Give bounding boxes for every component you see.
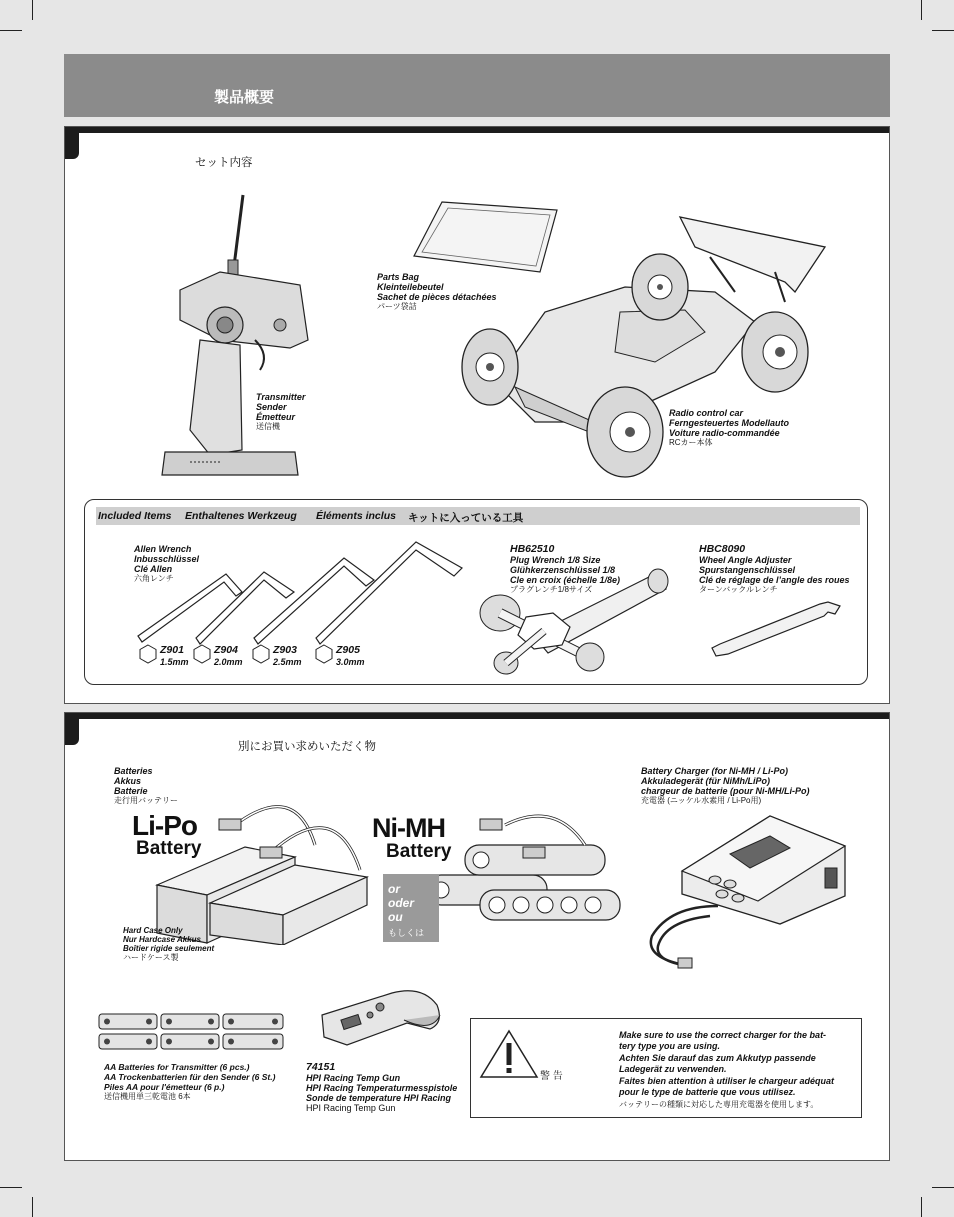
- temp-gun-jp: HPI Racing Temp Gun: [306, 1103, 396, 1113]
- transmitter-fr: Émetteur: [256, 412, 296, 422]
- aa-batteries-illustration: [98, 1012, 288, 1054]
- angle-adjuster-de: Spurstangenschlüssel: [699, 565, 796, 575]
- wrench-z901: [138, 644, 158, 669]
- tools-bar-en: Included Items: [98, 510, 172, 522]
- wrench-z905-code: Z905: [336, 644, 360, 656]
- hardcase-label: [123, 926, 214, 962]
- tools-bar-de: Enthaltenes Werkzeug: [185, 510, 297, 522]
- transmitter-label: [256, 392, 305, 432]
- wrench-z904: [192, 644, 212, 669]
- crop-mark: [0, 30, 22, 31]
- batteries-jp: 走行用バッテリー: [114, 796, 178, 805]
- allen-de: Inbusschlüssel: [134, 554, 200, 564]
- allen-wrenches-illustration: [136, 536, 466, 646]
- nimh-battery-illustration: [425, 805, 635, 930]
- charger-label: [641, 766, 810, 806]
- rc-car-en: Radio control car: [669, 408, 744, 418]
- parts-bag-de: Kleinteilebeutel: [377, 282, 444, 292]
- batteries-en: Batteries: [114, 766, 153, 776]
- or-box: [383, 874, 439, 942]
- plug-wrench-en: Plug Wrench 1/8 Size: [510, 555, 601, 565]
- angle-adjuster-en: Wheel Angle Adjuster: [699, 555, 792, 565]
- temp-gun-fr: Sonde de temperature HPI Racing: [306, 1093, 452, 1103]
- wrench-z904-code: Z904: [214, 644, 238, 656]
- hardcase-de: Nur Hardcase Akkus: [123, 935, 201, 944]
- or-en: or: [388, 882, 400, 896]
- wrench-z903: [251, 644, 271, 669]
- transmitter-de: Sender: [256, 402, 287, 412]
- crop-mark: [0, 1187, 22, 1188]
- wrench-z904-size: 2.0mm: [214, 657, 243, 667]
- charger-illustration: [640, 806, 860, 976]
- crop-mark: [932, 1187, 954, 1188]
- warning-line-1: Make sure to use the correct charger for the bat-: [619, 1030, 827, 1040]
- plug-wrench-de: Glühkerzenschlüssel 1/8: [510, 565, 616, 575]
- crop-mark: [32, 0, 33, 20]
- angle-adjuster-code: HBC8090: [699, 543, 746, 555]
- included-tools-bar: [96, 507, 860, 525]
- allen-jp: 六角レンチ: [134, 574, 174, 583]
- lipo-battery-word: Battery: [136, 838, 202, 859]
- wrench-z903-size: 2.5mm: [273, 657, 302, 667]
- or-jp: もしくは: [388, 928, 425, 938]
- crop-mark: [932, 30, 954, 31]
- transmitter-jp: 送信機: [256, 422, 280, 431]
- warning-line-6: pour le type de batterie que vous utilisez.: [619, 1086, 796, 1097]
- wrench-z905-size: 3.0mm: [336, 657, 365, 667]
- page-title: 製品概要: [214, 89, 275, 106]
- panel-top-bar: [65, 127, 889, 133]
- plug-wrench-fr: Cle en croix (échelle 1/8e): [510, 575, 621, 585]
- charger-fr: chargeur de batterie (pour Ni-MH/Li-Po): [641, 786, 810, 796]
- batteries-de: Akkus: [114, 776, 142, 786]
- angle-adjuster-label: [699, 543, 850, 595]
- rc-car-fr: Voiture radio-commandée: [669, 428, 780, 438]
- panel-top-bar: [65, 713, 889, 719]
- charger-de: Akkuladegerät (für NiMh/LiPo): [641, 776, 771, 786]
- warning-triangle-icon: [479, 1029, 539, 1079]
- nimh-battery-word: Battery: [386, 841, 452, 862]
- nimh-title: Ni-MH: [372, 813, 445, 843]
- angle-adjuster-illustration: [710, 592, 845, 662]
- angle-adjuster-fr: Clé de réglage de l’angle des roues: [699, 575, 850, 585]
- warning-label: 警 告: [540, 1071, 563, 1082]
- crop-mark: [32, 1197, 33, 1217]
- parts-bag-en: Parts Bag: [377, 272, 420, 282]
- hardcase-en: Hard Case Only: [123, 926, 183, 935]
- tools-bar-fr: Éléments inclus: [316, 510, 396, 522]
- allen-en: Allen Wrench: [134, 544, 192, 554]
- rc-car-label: [669, 408, 789, 448]
- wrench-z901-code: Z901: [160, 644, 184, 656]
- header-band: [64, 54, 890, 117]
- temp-gun-en: HPI Racing Temp Gun: [306, 1073, 401, 1083]
- required-items-title: 別にお買い求めいただく物: [238, 741, 376, 753]
- parts-bag-fr: Sachet de pièces détachées: [377, 292, 497, 302]
- charger-en: Battery Charger (for Ni-MH / Li-Po): [641, 766, 789, 776]
- warning-line-4: Ladegerät zu verwenden.: [619, 1063, 727, 1074]
- aa-en: AA Batteries for Transmitter (6 pcs.): [104, 1062, 250, 1072]
- rc-car-de: Ferngesteuertes Modellauto: [669, 418, 790, 428]
- warning-text: [619, 1030, 834, 1111]
- kit-contents-title: セット内容: [195, 157, 253, 169]
- lipo-battery-illustration: [155, 785, 380, 945]
- hardcase-fr: Boîtier rigide seulement: [123, 944, 215, 953]
- aa-jp: 送信機用単三乾電池 6本: [104, 1092, 191, 1101]
- temp-gun-code: 74151: [306, 1061, 336, 1073]
- warning-line-7: バッテリーの種類に対応した専用充電器を使用します。: [619, 1100, 819, 1109]
- allen-fr: Clé Allen: [134, 564, 173, 574]
- wrench-z901-size: 1.5mm: [160, 657, 189, 667]
- warning-line-3: Achten Sie darauf das zum Akkutyp passende: [619, 1053, 816, 1063]
- charger-jp: 充電器 (ニッケル水素用 / Li-Po用): [641, 796, 762, 805]
- crop-mark: [921, 1197, 922, 1217]
- plug-wrench-illustration: [478, 565, 678, 680]
- lipo-title: Li-Po: [132, 810, 197, 841]
- plug-wrench-code: HB62510: [510, 543, 555, 555]
- temp-gun-de: HPI Racing Temperaturmesspistole: [306, 1083, 458, 1093]
- temp-gun-label: [306, 1061, 457, 1113]
- batteries-fr: Batterie: [114, 786, 148, 796]
- transmitter-en: Transmitter: [256, 392, 306, 402]
- aa-batteries-label: [104, 1062, 275, 1102]
- crop-mark: [921, 0, 922, 20]
- warning-line-2: tery type you are using.: [619, 1040, 721, 1051]
- wrench-z905: [314, 644, 334, 669]
- rc-car-jp: RCカー本体: [669, 438, 713, 447]
- parts-bag-jp: パーツ袋詰: [377, 302, 417, 311]
- angle-adjuster-jp: ターンバックルレンチ: [699, 585, 778, 594]
- plug-wrench-jp: プラグレンチ1/8サイズ: [510, 585, 593, 594]
- transmitter-illustration: [160, 190, 310, 480]
- or-fr: ou: [388, 910, 403, 924]
- tools-bar-jp: キットに入っている工具: [408, 512, 524, 524]
- aa-de: AA Trockenbatterien für den Sender (6 St.): [104, 1072, 276, 1082]
- panel-tab: [65, 713, 79, 745]
- or-de: oder: [388, 896, 415, 910]
- hardcase-jp: ハードケース製: [123, 953, 179, 962]
- panel-tab: [65, 127, 79, 159]
- wrench-z903-code: Z903: [273, 644, 297, 656]
- aa-fr: Piles AA pour l'émetteur (6 p.): [104, 1082, 225, 1092]
- temp-gun-illustration: [312, 985, 447, 1050]
- warning-line-5: Faites bien attention à utiliser le chargeur adéquat: [619, 1076, 835, 1086]
